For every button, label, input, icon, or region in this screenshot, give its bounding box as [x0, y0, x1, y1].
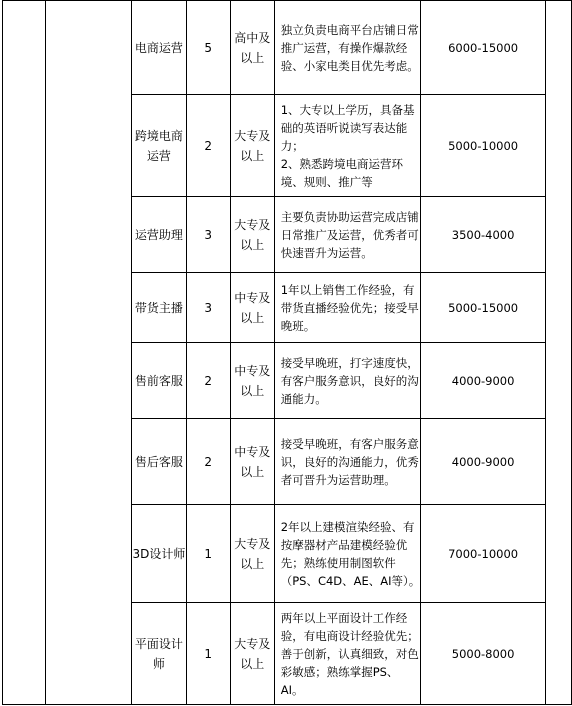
headcount: 3: [204, 300, 213, 315]
salary-range: 5000-10000: [448, 138, 519, 153]
headcount: 2: [204, 138, 213, 153]
position-title: 带货主播: [134, 300, 183, 315]
salary-range: 7000-10000: [448, 546, 519, 561]
salary-range: 4000-9000: [451, 454, 515, 469]
salary-range: 5000-8000: [451, 646, 515, 661]
position-title: 售前客服: [134, 373, 183, 388]
headcount: 2: [204, 454, 213, 469]
headcount: 5: [204, 40, 213, 55]
job-requirements: 主要负责协助运营完成店铺日常推广及运营，优秀者可快速晋升为运营。: [280, 209, 419, 260]
position-title: 运营助理: [134, 227, 183, 242]
headcount: 3: [204, 227, 213, 242]
job-requirements: 独立负责电商平台店铺日常推广运营，有操作爆款经验、小家电类目优先考虑。: [280, 22, 419, 73]
job-requirements: 2年以上建模渲染经验、有按摩器材产品建模经验优先；熟练使用制图软件（PS、C4D、AE、AI等）。: [280, 519, 421, 588]
salary-range: 5000-15000: [448, 300, 519, 315]
job-requirements: 接受早晚班，有客户服务意识，良好的沟通能力，优秀者可晋升为运营助理。: [280, 436, 419, 487]
empty-merged-cell: [545, 1, 571, 705]
salary-range: 4000-9000: [451, 373, 515, 388]
salary-range: 3500-4000: [451, 227, 515, 242]
education-requirement: 中专及以上: [234, 444, 271, 479]
position-title: 售后客服: [134, 454, 183, 469]
education-requirement: 中专及以上: [234, 290, 271, 325]
job-requirements: 1、大专以上学历，具备基础的英语听说读写表达能力； 2、熟悉跨境电商运营环境、规则、推广等: [280, 102, 415, 189]
salary-range: 6000-15000: [448, 40, 519, 55]
education-requirement: 高中及以上: [234, 30, 271, 65]
education-requirement: 中专及以上: [234, 363, 271, 398]
position-title: 电商运营: [134, 40, 183, 55]
education-requirement: 大专及以上: [234, 217, 271, 252]
headcount: 1: [204, 546, 213, 561]
education-requirement: 大专及以上: [234, 636, 271, 671]
table-row: [3, 1, 572, 95]
headcount: 2: [204, 373, 213, 388]
job-requirements: 1年以上销售工作经验，有带货直播经验优先；接受早晚班。: [280, 282, 419, 333]
headcount: 1: [204, 646, 213, 661]
education-requirement: 大专及以上: [234, 128, 271, 163]
position-title: 跨境电商运营: [134, 128, 183, 163]
empty-merged-cell: [45, 1, 131, 705]
job-requirements: 两年以上平面设计工作经验，有电商设计经验优先；善于创新，认真细致，对色彩敏感；熟练掌握PS、AI。: [280, 610, 419, 697]
job-table: [2, 0, 572, 705]
empty-merged-cell: [3, 1, 46, 705]
position-title: 3D设计师: [132, 546, 186, 561]
job-requirements: 接受早晚班，打字速度快，有客户服务意识，良好的沟通能力。: [280, 355, 419, 406]
position-title: 平面设计师: [134, 636, 183, 671]
education-requirement: 大专及以上: [234, 536, 271, 571]
